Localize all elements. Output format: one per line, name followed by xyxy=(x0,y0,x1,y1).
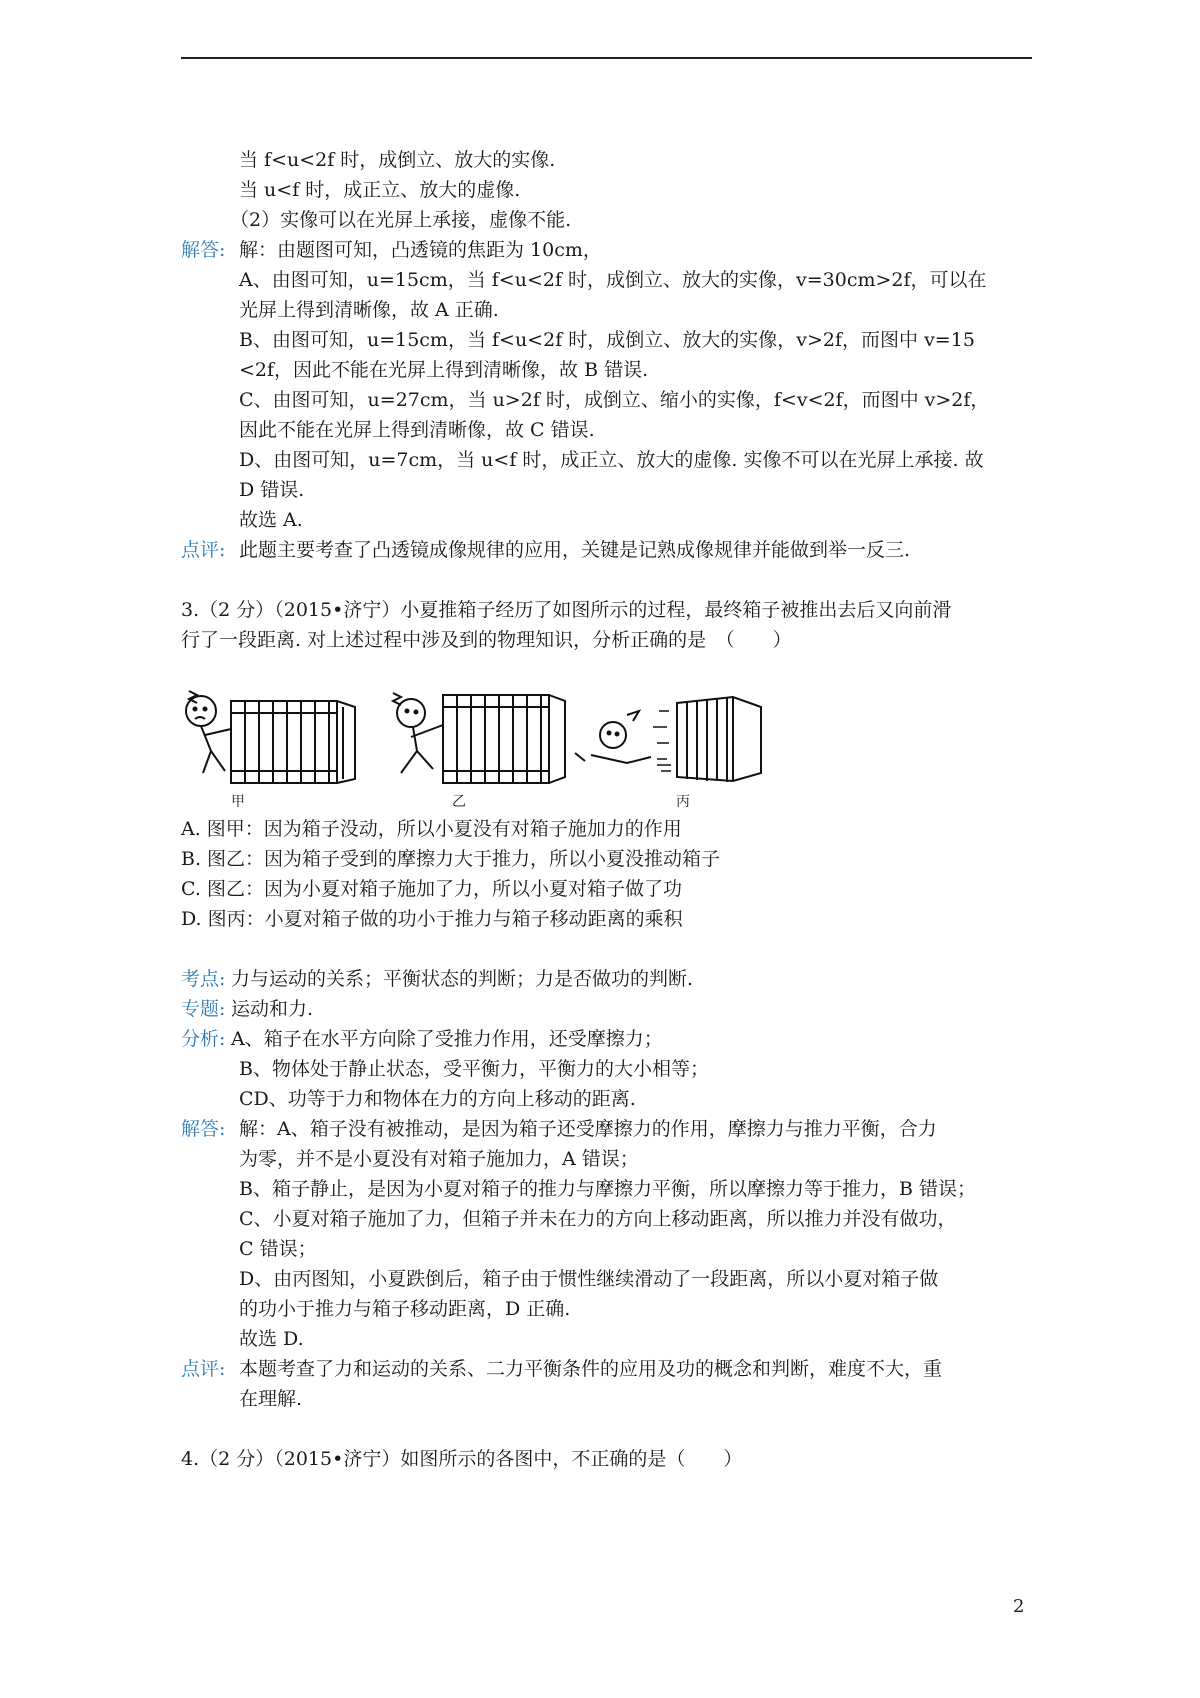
answer-line: 解：A、箱子没有被推动，是因为箱子还受摩擦力的作用，摩擦力与推力平衡，合力 xyxy=(239,1118,937,1140)
answer-line: B、由图可知，u=15cm，当 f<u<2f 时，成倒立、放大的实像，v>2f，而图中 v=15 xyxy=(239,329,975,351)
answer-line: D 错误. xyxy=(239,479,305,501)
answer-line: 解：由题图可知，凸透镜的焦距为 10cm， xyxy=(239,239,602,261)
comment-text: 此题主要考查了凸透镜成像规律的应用，关键是记熟成像规律并能做到举一反三. xyxy=(239,539,911,561)
fenxi-line: B、物体处于静止状态，受平衡力，平衡力的大小相等； xyxy=(239,1058,709,1080)
answer-line: 故选 A. xyxy=(239,509,303,531)
answer-line: 的功小于推力与箱子移动距离，D 正确. xyxy=(239,1298,571,1320)
answer-line: D、由丙图知，小夏跌倒后，箱子由于惯性继续滑动了一段距离，所以小夏对箱子做 xyxy=(239,1268,939,1290)
comment-label: 点评: xyxy=(181,539,226,561)
comment-label: 点评: xyxy=(181,1358,226,1380)
answer-line: D、由图可知，u=7cm，当 u<f 时，成正立、放大的虚像. 实像不可以在光屏上承接. 故 xyxy=(239,449,984,471)
zhuanti-text: 运动和力. xyxy=(231,998,314,1020)
header-rule xyxy=(181,57,1032,59)
answer-line: 为零，并不是小夏没有对箱子施加力，A 错误； xyxy=(239,1148,639,1170)
fenxi-line: CD、功等于力和物体在力的方向上移动的距离. xyxy=(239,1088,636,1110)
question-3-stem: 行了一段距离. 对上述过程中涉及到的物理知识，分析正确的是 （ ） xyxy=(181,629,792,651)
zhuanti-label: 专题: xyxy=(181,998,226,1020)
answer-line: C、小夏对箱子施加了力，但箱子并未在力的方向上移动距离，所以推力并没有做功， xyxy=(239,1208,957,1230)
answer-line: C 错误； xyxy=(239,1238,317,1260)
question-3-stem: 3.（2 分）（2015•济宁）小夏推箱子经历了如图所示的过程，最终箱子被推出去后又向前滑 xyxy=(181,599,952,621)
answer-label: 解答: xyxy=(181,1118,226,1140)
answer-line: 光屏上得到清晰像，故 A 正确. xyxy=(239,299,499,321)
figure-bing xyxy=(575,697,761,782)
answer-line: 因此不能在光屏上得到清晰像，故 C 错误. xyxy=(239,419,595,441)
push-box-illustration xyxy=(181,685,821,807)
answer-label: 解答: xyxy=(181,239,226,261)
answer-line: <2f，因此不能在光屏上得到清晰像，故 B 错误. xyxy=(239,359,649,381)
comment-line: 在理解. xyxy=(239,1388,303,1410)
figure-label-jia: 甲 xyxy=(231,794,245,810)
kaodian-label: 考点: xyxy=(181,968,226,990)
answer-line: 故选 D. xyxy=(239,1328,304,1350)
analysis-line: 当 u<f 时，成正立、放大的虚像. xyxy=(239,179,521,201)
answer-line: A、由图可知，u=15cm，当 f<u<2f 时，成倒立、放大的实像，v=30cm>2f，可以在 xyxy=(239,269,987,291)
option-c: C. 图乙：因为小夏对箱子施加了力，所以小夏对箱子做了功 xyxy=(181,878,682,900)
question-3-figure xyxy=(181,685,821,807)
page-number: 2 xyxy=(1013,1596,1025,1617)
option-b: B. 图乙：因为箱子受到的摩擦力大于推力，所以小夏没推动箱子 xyxy=(181,848,721,870)
fenxi-label: 分析: xyxy=(181,1028,226,1050)
figure-label-yi: 乙 xyxy=(452,794,466,810)
answer-line: C、由图可知，u=27cm，当 u>2f 时，成倒立、缩小的实像，f<v<2f，而图中 v>2f， xyxy=(239,389,990,411)
figure-yi xyxy=(393,693,565,783)
fenxi-line: A、箱子在水平方向除了受推力作用，还受摩擦力； xyxy=(231,1028,663,1050)
kaodian-text: 力与运动的关系；平衡状态的判断；力是否做功的判断. xyxy=(231,968,694,990)
option-a: A. 图甲：因为箱子没动，所以小夏没有对箱子施加力的作用 xyxy=(181,818,682,840)
figure-jia xyxy=(186,691,355,783)
analysis-line: （2）实像可以在光屏上承接，虚像不能. xyxy=(230,209,572,231)
option-d: D. 图丙：小夏对箱子做的功小于推力与箱子移动距离的乘积 xyxy=(181,908,683,930)
answer-line: B、箱子静止，是因为小夏对箱子的推力与摩擦力平衡，所以摩擦力等于推力，B 错误； xyxy=(239,1178,976,1200)
figure-label-bing: 丙 xyxy=(676,794,690,810)
comment-line: 本题考查了力和运动的关系、二力平衡条件的应用及功的概念和判断，难度不大，重 xyxy=(239,1358,943,1380)
question-4-stem: 4.（2 分）（2015•济宁）如图所示的各图中，不正确的是（ ） xyxy=(181,1448,743,1470)
analysis-line: 当 f<u<2f 时，成倒立、放大的实像. xyxy=(239,149,556,171)
